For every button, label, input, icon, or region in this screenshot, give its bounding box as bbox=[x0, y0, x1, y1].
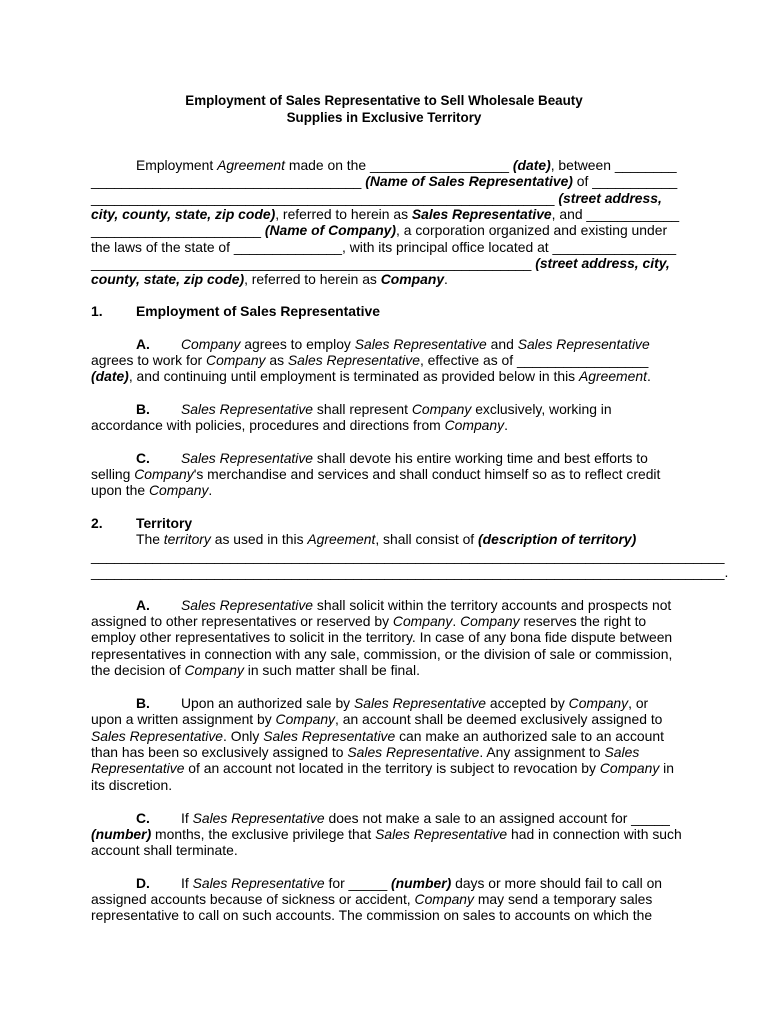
clause-line: (date), and continuing until employment is terminated as provided below in this Agreement. bbox=[91, 368, 651, 384]
clause-line: B. Sales Representative shall represent Company exclusively, working in bbox=[136, 401, 612, 417]
clause-line: C. Sales Representative shall devote his entire working time and best efforts to bbox=[136, 450, 648, 466]
document-title bbox=[90, 93, 678, 126]
clause-line: representative to call on such accounts. The commission on sales to accounts on which the bbox=[91, 907, 653, 923]
intro-line: _________________________________________________________ (street address, city, bbox=[91, 255, 670, 271]
clause-line: Representative of an account not located in the territory is subject to revocation by Company in bbox=[91, 760, 674, 776]
intro-line: ______________________ (Name of Company), a corporation organized and existing under bbox=[91, 222, 668, 238]
intro-line: ___________________________________ (Name of Sales Representative) of ___________ bbox=[91, 173, 678, 189]
clause-line: upon the Company. bbox=[91, 482, 213, 498]
clause-line: representatives in connection with any sale, commission, or the division of sale or commission, bbox=[91, 646, 673, 662]
clause-line: A. Company agrees to employ Sales Representative and Sales Representative bbox=[136, 336, 650, 352]
title-line-2: Supplies in Exclusive Territory bbox=[286, 109, 482, 125]
clause-line: B. Upon an authorized sale by Sales Representative accepted by Company, or bbox=[136, 695, 649, 711]
clause-line: account shall terminate. bbox=[91, 842, 238, 858]
clause-line: agrees to work for Company as Sales Representative, effective as of _________________ bbox=[91, 352, 649, 368]
section-2-number: 2. bbox=[91, 515, 103, 531]
section-1-number: 1. bbox=[91, 303, 103, 319]
clause-line: A. Sales Representative shall solicit within the territory accounts and prospects not bbox=[136, 597, 672, 613]
clause-line: than has been so exclusively assigned to Sales Representative. Any assignment to Sales bbox=[91, 744, 640, 760]
clause-line: (number) months, the exclusive privilege that Sales Representative had in connection with such bbox=[91, 826, 682, 842]
intro-line: Employment Agreement made on the __________________ (date), between ________ bbox=[136, 157, 677, 173]
clause-line: the decision of Company in such matter shall be final. bbox=[91, 662, 420, 678]
intro-line: ____________________________________________________________ (street address, bbox=[91, 190, 662, 206]
intro-line: the laws of the state of ______________, with its principal office located at ________________ bbox=[91, 239, 677, 255]
clause-line: employ other representatives to solicit in the territory. In case of any bona fide dispute between bbox=[91, 629, 673, 645]
intro-line: county, state, zip code), referred to herein as Company. bbox=[91, 271, 448, 287]
section-2-heading: 2. Territory bbox=[91, 515, 193, 531]
title-line-1: Employment of Sales Representative to Sell Wholesale Beauty bbox=[185, 93, 583, 108]
blank-line: __________________________________________________________________________________ bbox=[91, 548, 725, 564]
clause-line: C. If Sales Representative does not make a sale to an assigned account for _____ bbox=[136, 810, 670, 826]
intro-line: city, county, state, zip code), referred to herein as Sales Representative, and ____________ bbox=[91, 206, 680, 222]
clause-line: Sales Representative. Only Sales Representative can make an authorized sale to an account bbox=[91, 728, 664, 744]
section-1-heading: 1. Employment of Sales Representative bbox=[91, 303, 380, 319]
clause-line: accordance with policies, procedures and directions from Company. bbox=[91, 417, 508, 433]
blank-line: __________________________________________________________________________________. bbox=[91, 564, 729, 580]
clause-line: upon a written assignment by Company, an account shall be deemed exclusively assigned to bbox=[91, 711, 663, 727]
clause-line: assigned accounts because of sickness or accident, Company may send a temporary sales bbox=[91, 891, 653, 907]
clause-line: assigned to other representatives or reserved by Company. Company reserves the right to bbox=[91, 613, 647, 629]
clause-line: selling Company's merchandise and services and shall conduct himself so as to reflect credit bbox=[91, 466, 661, 482]
clause-line: its discretion. bbox=[91, 777, 173, 793]
clause-line: The territory as used in this Agreement, shall consist of (description of territory) bbox=[136, 531, 637, 547]
clause-line: D. If Sales Representative for _____ (number) days or more should fail to call on bbox=[136, 875, 663, 891]
